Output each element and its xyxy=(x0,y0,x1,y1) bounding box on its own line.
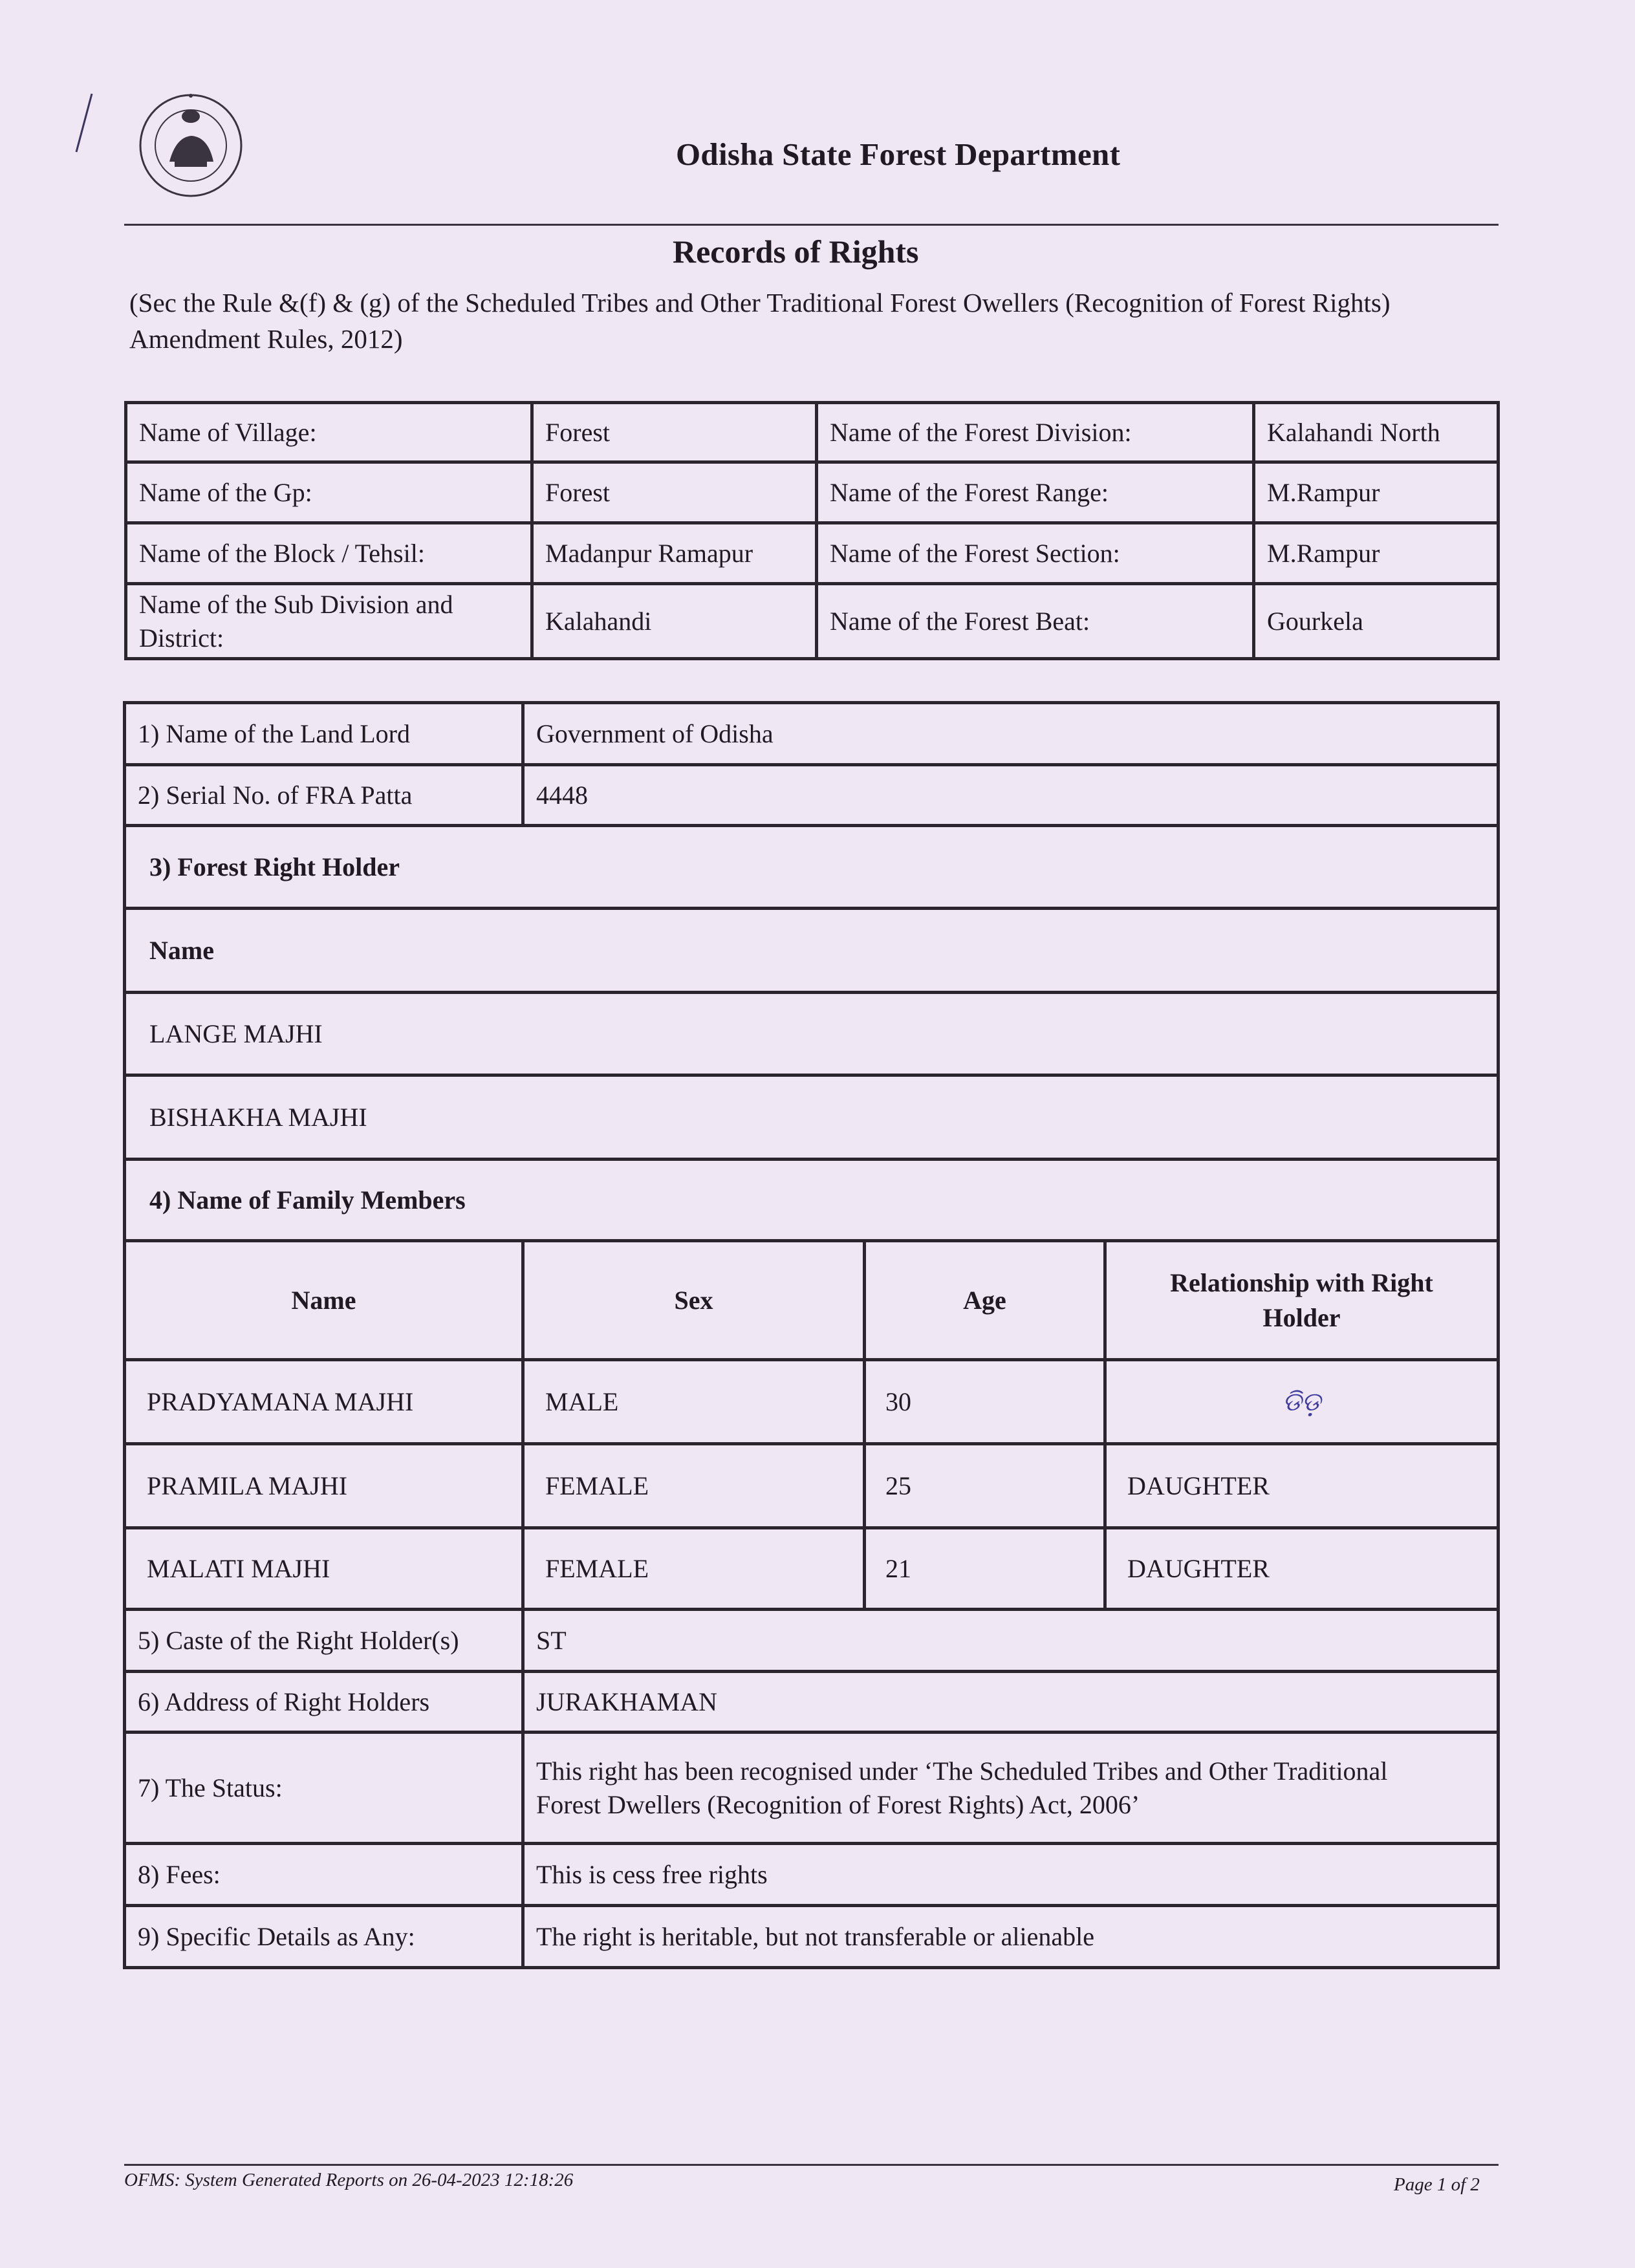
serial-label: 2) Serial No. of FRA Patta xyxy=(125,765,523,826)
village-value: Forest xyxy=(532,403,817,462)
table-row xyxy=(125,1528,1499,1610)
family-header-age: Age xyxy=(865,1241,1105,1360)
document-title: Records of Rights xyxy=(673,233,919,270)
member-sex: MALE xyxy=(523,1360,865,1444)
pen-mark xyxy=(71,91,97,155)
rights-table xyxy=(123,701,1500,1242)
status-value xyxy=(523,1733,1499,1844)
address-value: JURAKHAMAN xyxy=(523,1672,1499,1733)
specific-value: The right is heritable, but not transferable or alienable xyxy=(523,1906,1499,1968)
member-relation: DAUGHTER xyxy=(1105,1528,1499,1610)
gp-value: Forest xyxy=(532,462,817,523)
landlord-value: Government of Odisha xyxy=(523,703,1499,765)
specific-label: 9) Specific Details as Any: xyxy=(125,1906,523,1968)
member-relation: DAUGHTER xyxy=(1105,1444,1499,1528)
status-line: This right has been recognised under ‘The Scheduled Tribes and Other Traditional xyxy=(536,1756,1388,1786)
holder-name: BISHAKHA MAJHI xyxy=(125,1075,1499,1160)
beat-value: Gourkela xyxy=(1254,584,1499,659)
footer-divider xyxy=(124,2164,1499,2166)
beat-label: Name of the Forest Beat: xyxy=(817,584,1254,659)
document-subtitle: (Sec the Rule &(f) & (g) of the Scheduled Tribes and Other Traditional Forest Owellers (Recognition of Forest Rights) Amendment Rules, 2012) xyxy=(129,288,1391,354)
odisha-emblem-icon xyxy=(136,91,246,200)
holder-heading: 3) Forest Right Holder xyxy=(125,826,1499,909)
caste-label: 5) Caste of the Right Holder(s) xyxy=(125,1610,523,1672)
fees-label: 8) Fees: xyxy=(125,1844,523,1906)
details-table xyxy=(123,1608,1500,1969)
member-name: MALATI MAJHI xyxy=(125,1528,523,1610)
header-divider xyxy=(124,224,1499,226)
page-number: Page 1 of 2 xyxy=(1394,2174,1480,2195)
family-table xyxy=(123,1239,1500,1611)
subdivision-value: Kalahandi xyxy=(532,584,817,659)
status-label: 7) The Status: xyxy=(125,1733,523,1844)
member-age: 21 xyxy=(865,1528,1105,1610)
address-label: 6) Address of Right Holders xyxy=(125,1672,523,1733)
member-age: 25 xyxy=(865,1444,1105,1528)
holder-name: LANGE MAJHI xyxy=(125,993,1499,1075)
department-title: Odisha State Forest Department xyxy=(676,136,1121,172)
section-label: Name of the Forest Section: xyxy=(817,523,1254,584)
division-value: Kalahandi North xyxy=(1254,403,1499,462)
family-heading: 4) Name of Family Members xyxy=(125,1160,1499,1241)
member-name: PRAMILA MAJHI xyxy=(125,1444,523,1528)
member-age: 30 xyxy=(865,1360,1105,1444)
location-table xyxy=(124,401,1500,660)
status-line: Forest Dwellers (Recognition of Forest Rights) Act, 2006’ xyxy=(536,1789,1140,1819)
block-label: Name of the Block / Tehsil: xyxy=(126,523,532,584)
family-header-relation: Relationship with Right Holder xyxy=(1105,1241,1499,1360)
member-name: PRADYAMANA MAJHI xyxy=(125,1360,523,1444)
range-value: M.Rampur xyxy=(1254,462,1499,523)
table-row xyxy=(125,1444,1499,1528)
block-value: Madanpur Ramapur xyxy=(532,523,817,584)
landlord-label: 1) Name of the Land Lord xyxy=(125,703,523,765)
fees-value: This is cess free rights xyxy=(523,1844,1499,1906)
family-header-sex: Sex xyxy=(523,1241,865,1360)
section-value: M.Rampur xyxy=(1254,523,1499,584)
range-label: Name of the Forest Range: xyxy=(817,462,1254,523)
holder-name-heading: Name xyxy=(125,909,1499,993)
village-label: Name of Village: xyxy=(126,403,532,462)
caste-value: ST xyxy=(523,1610,1499,1672)
serial-value: 4448 xyxy=(523,765,1499,826)
division-label: Name of the Forest Division: xyxy=(817,403,1254,462)
generated-note: OFMS: System Generated Reports on 26-04-2023 12:18:26 xyxy=(124,2170,574,2190)
member-sex: FEMALE xyxy=(523,1528,865,1610)
family-header-name: Name xyxy=(125,1241,523,1360)
table-row xyxy=(125,1360,1499,1444)
gp-label: Name of the Gp: xyxy=(126,462,532,523)
member-sex: FEMALE xyxy=(523,1444,865,1528)
member-relation-handwritten: ଡିଡ଼ xyxy=(1105,1360,1499,1444)
subdivision-label: Name of the Sub Division and District: xyxy=(126,584,532,659)
